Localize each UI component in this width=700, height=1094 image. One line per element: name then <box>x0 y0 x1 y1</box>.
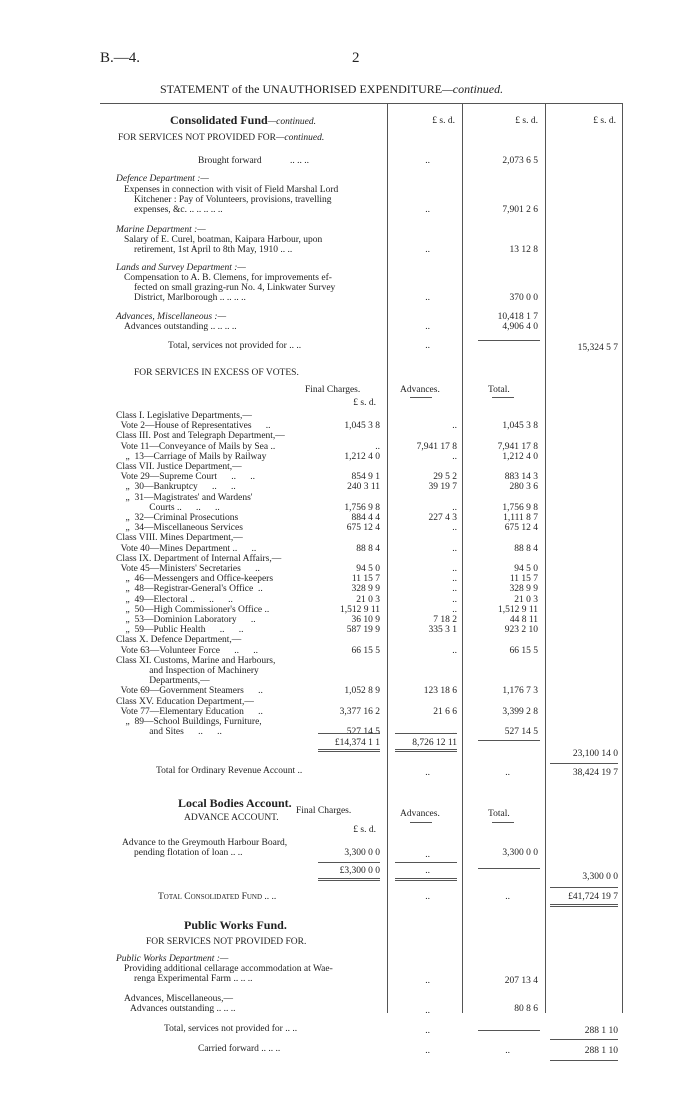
carried-forward-col-c: 288 1 10 <box>584 1046 618 1056</box>
excess-row-final: 854 9 1 <box>351 472 380 483</box>
excess-row-total: 883 14 3 <box>504 472 538 483</box>
excess-row-advances: .. <box>452 604 457 615</box>
excess-row-total: 88 8 4 <box>514 543 538 554</box>
brought-forward-label: Brought forward <box>198 156 262 166</box>
excess-row-label: „ 30—Bankruptcy .. .. <box>116 482 236 493</box>
carried-forward-col-b: .. <box>505 1046 510 1056</box>
consolidated-sub-text: FOR SERVICES NOT PROVIDED FOR <box>118 133 276 143</box>
col-head-b: £ s. d. <box>515 116 538 126</box>
excess-row-label: „ 89—School Buildings, Furniture, <box>116 717 262 727</box>
excess-row-final: 1,052 8 9 <box>344 686 380 697</box>
pw-total-rule-c <box>550 1039 618 1040</box>
defence-line-3: expenses, &c. .. .. .. .. .. <box>134 205 223 215</box>
col-rule-2 <box>462 103 463 1013</box>
excess-row-total: 66 15 5 <box>509 645 538 656</box>
bf-col-b: 2,073 6 5 <box>502 156 538 166</box>
excess-row-total: 3,399 2 8 <box>502 706 538 717</box>
excess-row-label: Vote 40—Mines Department .. .. <box>116 543 257 554</box>
col-rule-4 <box>622 103 623 1013</box>
excess-row-advances: .. <box>452 502 457 513</box>
excess-row-advances: .. <box>452 574 457 585</box>
pw-total-col-c: 288 1 10 <box>584 1026 618 1036</box>
excess-row-label: Vote 77—Elementary Education .. <box>116 706 263 717</box>
excess-row-label: Class XI. Customs, Marine and Harbours, <box>116 655 276 666</box>
carried-forward-label: Carried forward .. .. .. <box>198 1044 281 1054</box>
pwd-line-1: Providing additional cellarage accommodation at Wae- <box>124 964 333 974</box>
excess-row-advances: .. <box>452 645 457 656</box>
excess-sum-rule-f <box>318 733 380 734</box>
excess-row-label: „ 46—Messengers and Office-keepers <box>116 574 274 585</box>
title-main: STATEMENT of the UNAUTHORISED EXPENDITURE <box>160 82 443 96</box>
local-line-1: Advance to the Greymouth Harbour Board, <box>122 838 288 848</box>
consolidated-title-text: Consolidated Fund <box>170 113 268 127</box>
defence-heading: Defence Department :— <box>116 174 209 184</box>
excess-row-final: 66 15 5 <box>351 645 380 656</box>
marine-col-a: .. <box>425 245 430 255</box>
excess-row-total: 1,512 9 11 <box>497 604 538 615</box>
excess-row-label: Vote 11—Conveyance of Mails by Sea .. <box>116 441 276 452</box>
lands-line-3: District, Marlborough .. .. .. .. <box>134 293 246 303</box>
excess-head-advances: Advances. <box>400 385 440 395</box>
excess-title: FOR SERVICES IN EXCESS OF VOTES. <box>134 368 299 378</box>
excess-row-final: 1,756 9 8 <box>344 502 380 513</box>
excess-row-final: 884 4 4 <box>351 513 380 523</box>
local-sum-rule-b <box>478 868 540 869</box>
ordinary-total-col-b: .. <box>505 768 510 778</box>
excess-row-advances: .. <box>452 564 457 574</box>
excess-row-label: Vote 2—House of Representatives .. <box>116 421 271 432</box>
ordinary-total-col-a: .. <box>425 768 430 778</box>
excess-head-units: £ s. d. <box>353 398 376 408</box>
excess-row-advances: 39 19 7 <box>428 482 457 493</box>
advances-col-a: .. <box>425 322 430 332</box>
excess-row-label: Class III. Post and Telegraph Department,— <box>116 431 285 442</box>
excess-row-advances: 29 5 2 <box>433 472 457 483</box>
local-head-total: Total. <box>488 809 510 819</box>
page-number: 2 <box>352 50 360 66</box>
excess-row-advances: 7,941 17 8 <box>416 441 457 452</box>
excess-row-total: 328 9 9 <box>509 584 538 595</box>
excess-row-final: 1,512 9 11 <box>339 604 380 615</box>
excess-row-total: 1,045 3 8 <box>502 421 538 432</box>
excess-row-label: Class VII. Justice Department,— <box>116 462 242 472</box>
excess-row-total: 1,212 4 0 <box>502 451 538 462</box>
excess-row-total: 7,941 17 8 <box>497 441 538 452</box>
excess-row-advances: .. <box>452 421 457 432</box>
local-title: Local Bodies Account. <box>178 796 292 810</box>
pw-total-label: Total, services not provided for .. .. <box>164 1024 298 1034</box>
marine-heading: Marine Department :— <box>116 225 206 235</box>
excess-row-advances: .. <box>452 594 457 605</box>
advances-col-b1: 10,418 1 7 <box>497 312 538 322</box>
excess-row-total: 1,756 9 8 <box>502 502 538 513</box>
lands-col-a: .. <box>425 293 430 303</box>
excess-row-advances: .. <box>452 523 457 534</box>
excess-row-label: „ 49—Electoral .. .. .. <box>116 594 233 605</box>
total-consolidated-col-c: £41,724 19 7 <box>568 892 618 902</box>
pwd-heading: Public Works Department :— <box>116 954 229 964</box>
excess-row-label: Courts .. .. .. <box>116 502 220 513</box>
excess-row-label: „ 32—Criminal Prosecutions <box>116 513 239 523</box>
excess-row-final: 3,377 16 2 <box>339 706 380 717</box>
consolidated-total-label: Total, services not provided for .. .. <box>168 341 302 351</box>
col-rule-1 <box>387 103 388 1013</box>
excess-row-final: 240 3 11 <box>347 482 380 493</box>
excess-sum-col-c: 23,100 14 0 <box>572 749 618 759</box>
local-col-total: 3,300 0 0 <box>502 848 538 858</box>
excess-sum-double-f <box>318 749 380 752</box>
local-sum-advances: .. <box>425 866 430 876</box>
pw-advances-line-1: Advances outstanding .. .. .. <box>130 1004 236 1014</box>
local-subtitle: ADVANCE ACCOUNT. <box>184 813 279 823</box>
excess-row-final: 88 8 4 <box>356 543 380 554</box>
ordinary-total-col-c: 38,424 19 7 <box>572 768 618 778</box>
excess-row-label: Class XV. Education Department,— <box>116 696 254 707</box>
excess-row-advances: 227 4 3 <box>428 513 457 523</box>
excess-row-total: 94 5 0 <box>514 564 538 574</box>
title-cont: —continued. <box>442 82 504 96</box>
excess-row-final: 94 5 0 <box>356 564 380 574</box>
defence-col-b: 7,901 2 6 <box>502 205 538 215</box>
consolidated-total-col-c: 15,324 5 7 <box>577 343 618 353</box>
excess-row-final: 11 15 7 <box>351 574 380 585</box>
local-sum-rule-a <box>395 862 457 863</box>
defence-line-2: Kitchener : Pay of Volunteers, provisions, travelling <box>134 195 332 205</box>
local-sum-rule-f <box>318 862 380 863</box>
excess-row-label: Vote 69—Government Steamers .. <box>116 686 263 697</box>
excess-row-total: 280 3 6 <box>509 482 538 493</box>
bf-col-a: .. <box>425 156 430 166</box>
total-consolidated-rule <box>550 887 618 888</box>
excess-sum-final: £14,374 1 1 <box>334 738 380 748</box>
pwd-col-a: .. <box>425 976 430 986</box>
local-sum-double-a <box>395 878 457 881</box>
brought-forward-dots: .. .. .. <box>290 156 309 166</box>
excess-row-final: 328 9 9 <box>351 584 380 595</box>
advances-heading: Advances, Miscellaneous :— <box>116 312 227 322</box>
excess-row-advances: .. <box>452 727 457 738</box>
pw-advances-col-b: 80 8 6 <box>514 1004 538 1014</box>
lands-line-2: fected on small grazing-run No. 4, Linkwater Survey <box>134 283 336 293</box>
total-consolidated-col-a: .. <box>425 892 430 902</box>
excess-row-total: 1,176 7 3 <box>502 686 538 697</box>
excess-row-advances: 335 3 1 <box>428 625 457 636</box>
ordinary-total-label: Total for Ordinary Revenue Account .. <box>156 766 303 776</box>
local-head-units: £ s. d. <box>353 825 376 835</box>
pw-advances-heading: Advances, Miscellaneous,— <box>124 994 233 1004</box>
local-sum-final: £3,300 0 0 <box>339 866 380 876</box>
excess-row-label: Class X. Defence Department,— <box>116 635 242 646</box>
local-head-total-rule <box>492 822 514 823</box>
excess-head-total-rule <box>492 397 514 398</box>
excess-row-total: 527 14 5 <box>504 727 538 738</box>
total-consolidated-label: Total Consolidated Fund .. .. <box>158 892 277 902</box>
page-title <box>160 82 503 97</box>
excess-row-label: „ 34—Miscellaneous Services <box>116 523 243 534</box>
local-head-final: Final Charges. <box>296 806 352 816</box>
pwd-line-2: renga Experimental Farm .. .. .. <box>134 974 253 984</box>
ordinary-total-rule <box>550 763 618 764</box>
marine-col-b: 13 12 8 <box>509 245 538 255</box>
marine-line-1: Salary of E. Curel, boatman, Kaipara Harbour, upon <box>124 235 323 245</box>
excess-sum-rule-b <box>478 740 540 741</box>
local-sum-col-c: 3,300 0 0 <box>582 872 618 882</box>
excess-sum-advances: 8,726 12 11 <box>412 738 457 748</box>
excess-row-label: Departments,— <box>116 676 210 687</box>
excess-row-final: 36 10 9 <box>351 615 380 625</box>
lands-line-1: Compensation to A. B. Clemens, for improvements ef- <box>124 273 332 283</box>
excess-head-final: Final Charges. <box>305 385 361 395</box>
excess-row-advances: 7 18 2 <box>433 615 457 625</box>
local-head-adv-rule <box>410 822 432 823</box>
table-top-rule <box>100 103 622 104</box>
defence-col-a: .. <box>425 205 430 215</box>
carried-forward-col-a: .. <box>425 1046 430 1056</box>
excess-row-label: „ 48—Registrar-General's Office .. <box>116 584 263 595</box>
excess-row-label: Class VIII. Mines Department,— <box>116 533 243 544</box>
excess-row-total: 675 12 4 <box>504 523 538 534</box>
consolidated-total-rule <box>478 340 540 341</box>
lands-heading: Lands and Survey Department :— <box>116 263 246 273</box>
consolidated-title <box>170 113 316 128</box>
advances-line-1: Advances outstanding .. .. .. .. <box>124 322 237 332</box>
pw-total-rule-b <box>478 1030 540 1031</box>
advances-col-b2: 4,906 4 0 <box>502 322 538 332</box>
excess-row-final: 587 19 9 <box>346 625 380 636</box>
col-head-c: £ s. d. <box>593 116 616 126</box>
excess-row-final: 1,212 4 0 <box>344 451 380 462</box>
excess-sum-rule-a <box>395 733 457 734</box>
consolidated-sub-cont: —continued. <box>275 133 325 143</box>
local-col-final: 3,300 0 0 <box>344 848 380 858</box>
pw-advances-col-a: .. <box>425 1006 430 1016</box>
consolidated-subtitle <box>118 133 324 144</box>
excess-row-label: „ 59—Public Health .. .. <box>116 625 244 636</box>
local-head-advances: Advances. <box>400 809 440 819</box>
excess-row-final: 675 12 4 <box>346 523 380 534</box>
local-line-2: pending flotation of loan .. .. <box>134 848 243 858</box>
consolidated-total-col-a: .. <box>425 341 430 351</box>
excess-row-label: „ 53—Dominion Laboratory .. <box>116 615 256 625</box>
excess-row-total: 11 15 7 <box>509 574 538 585</box>
excess-row-label: and Inspection of Machinery <box>116 666 259 676</box>
local-col-advances: .. <box>425 850 430 860</box>
total-consolidated-col-b: .. <box>505 892 510 902</box>
excess-row-advances: 123 18 6 <box>423 686 457 697</box>
report-reference: B.—4. <box>100 50 141 66</box>
excess-row-advances: .. <box>452 543 457 554</box>
consolidated-title-cont: —continued. <box>267 117 316 127</box>
excess-row-label: Vote 45—Ministers' Secretaries .. <box>116 564 260 574</box>
excess-row-label: Class I. Legislative Departments,— <box>116 411 252 421</box>
defence-line-1: Expenses in connection with visit of Field Marshal Lord <box>124 185 339 195</box>
excess-row-total: 21 0 3 <box>514 594 538 605</box>
excess-row-label: and Sites .. .. <box>116 727 222 738</box>
excess-row-final: 21 0 3 <box>356 594 380 605</box>
public-works-title: Public Works Fund. <box>184 918 287 932</box>
col-rule-3 <box>545 103 546 1013</box>
pw-total-col-a: .. <box>425 1026 430 1036</box>
excess-row-advances: 21 6 6 <box>433 706 457 717</box>
excess-row-advances: .. <box>452 451 457 462</box>
excess-row-advances: .. <box>452 584 457 595</box>
excess-row-label: „ 13—Carriage of Mails by Railway <box>116 451 267 462</box>
lands-col-b: 370 0 0 <box>509 293 538 303</box>
excess-row-label: Vote 63—Volunteer Force .. .. <box>116 645 258 656</box>
excess-row-label: „ 31—Magistrates' and Wardens' <box>116 492 253 503</box>
excess-sum-double-a <box>395 749 457 752</box>
excess-row-final: .. <box>375 441 380 452</box>
excess-head-total: Total. <box>488 385 510 395</box>
marine-line-2: retirement, 1st April to 8th May, 1910 .. .. <box>134 245 293 255</box>
excess-row-total: 923 2 10 <box>504 625 538 636</box>
excess-row-total: 1,111 8 7 <box>503 513 538 523</box>
col-head-a: £ s. d. <box>432 116 455 126</box>
pwd-col-b: 207 13 4 <box>504 976 538 986</box>
excess-row-label: Vote 29—Supreme Court .. .. <box>116 472 255 483</box>
excess-row-label: Class IX. Department of Internal Affairs,— <box>116 553 282 564</box>
excess-row-label: „ 50—High Commissioner's Office .. <box>116 604 270 615</box>
total-consolidated-double <box>550 904 618 907</box>
local-sum-double-f <box>318 878 380 881</box>
carried-forward-rule <box>550 1060 618 1061</box>
excess-head-adv-rule <box>410 397 432 398</box>
excess-row-final: 1,045 3 8 <box>344 421 380 432</box>
excess-row-final: 527 14 5 <box>346 727 380 738</box>
public-works-subtitle: FOR SERVICES NOT PROVIDED FOR. <box>146 937 307 947</box>
excess-row-total: 44 8 11 <box>509 615 538 625</box>
